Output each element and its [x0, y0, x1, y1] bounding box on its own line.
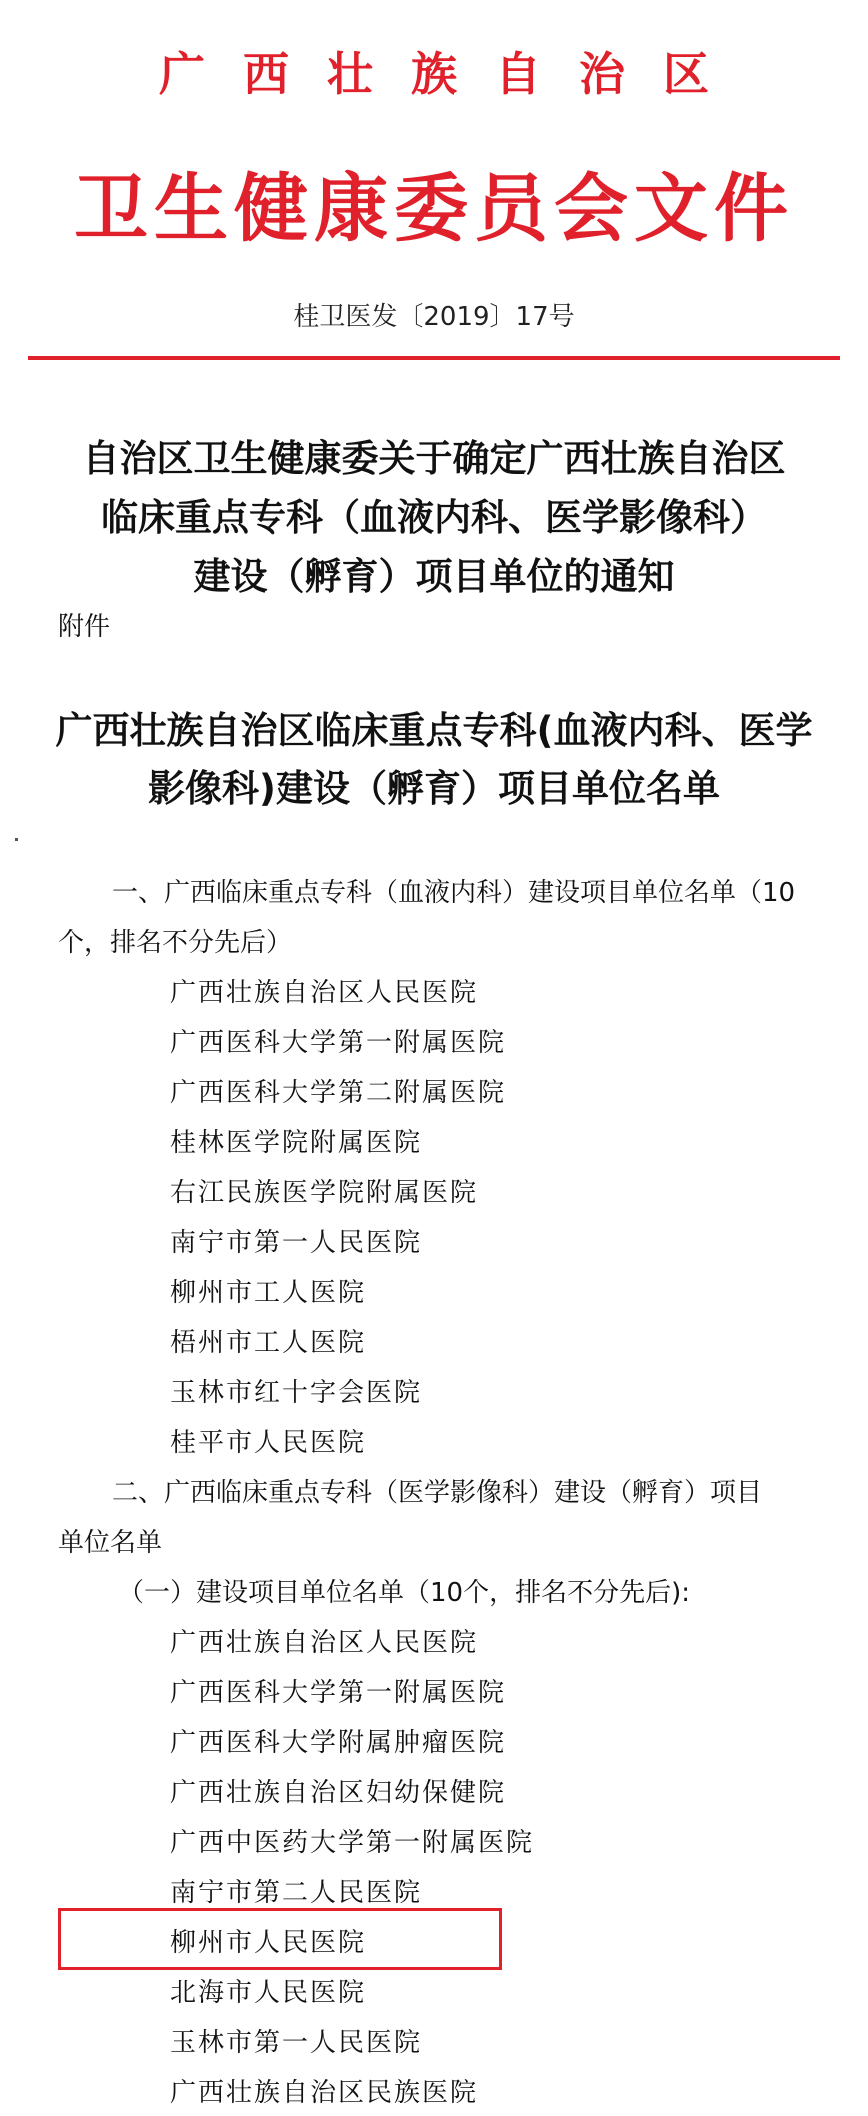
- section1-heading-line1: 一、广西临床重点专科（血液内科）建设项目单位名单（10: [112, 878, 796, 908]
- section2-heading-line2: 单位名单: [58, 1528, 163, 1558]
- section2-list-item: 北海市人民医院: [170, 1978, 367, 2008]
- notice-title-line2: 临床重点专科（血液内科、医学影像科）: [101, 496, 767, 539]
- list-title-line2: 影像科)建设（孵育）项目单位名单: [148, 767, 720, 810]
- section1-list-item: 玉林市红十字会医院: [170, 1378, 423, 1408]
- section2-list-item: 广西壮族自治区民族医院: [170, 2078, 479, 2108]
- section2-list-item: 南宁市第二人民医院: [170, 1878, 423, 1908]
- section1-list-item: 柳州市工人医院: [170, 1278, 367, 1308]
- section1-list-item: 梧州市工人医院: [170, 1328, 367, 1358]
- section1-list-item: 桂林医学院附属医院: [170, 1128, 423, 1158]
- section2-list-item: 广西壮族自治区人民医院: [170, 1628, 479, 1658]
- notice-title-line1: 自治区卫生健康委关于确定广西壮族自治区: [82, 437, 786, 480]
- notice-title-line3: 建设（孵育）项目单位的通知: [193, 555, 675, 598]
- attachment-label: 附件: [58, 612, 111, 642]
- scan-artifact-dot: [15, 838, 18, 841]
- letterhead-divider: [28, 356, 840, 360]
- letterhead-line1: 广西壮族自治区: [159, 47, 747, 101]
- section2-list-item: 广西中医药大学第一附属医院: [170, 1828, 535, 1858]
- section1-heading-line2: 个，排名不分先后）: [58, 928, 293, 958]
- document-number: 桂卫医发〔2019〕17号: [293, 302, 575, 332]
- list-title-line1: 广西壮族自治区临床重点专科(血液内科、医学: [55, 709, 813, 752]
- highlight-box: [58, 1908, 502, 1970]
- section2-list-item: 广西医科大学第一附属医院: [170, 1678, 507, 1708]
- section2-list-item: 广西医科大学附属肿瘤医院: [170, 1728, 507, 1758]
- section1-list-item: 南宁市第一人民医院: [170, 1228, 423, 1258]
- section1-list-item: 广西医科大学第二附属医院: [170, 1078, 507, 1108]
- section2-heading-line1: 二、广西临床重点专科（医学影像科）建设（孵育）项目: [112, 1478, 763, 1508]
- letterhead-line2: 卫生健康委员会文件: [74, 166, 794, 252]
- section1-list-item: 广西医科大学第一附属医院: [170, 1028, 507, 1058]
- section2-list-item: 广西壮族自治区妇幼保健院: [170, 1778, 507, 1808]
- section2-list-item-highlighted: 柳州市人民医院: [170, 1928, 367, 1958]
- section2-list-item: 玉林市第一人民医院: [170, 2028, 423, 2058]
- section1-list-item: 右江民族医学院附属医院: [170, 1178, 479, 1208]
- section1-list-item: 广西壮族自治区人民医院: [170, 978, 479, 1008]
- section2-subsection-title: （一）建设项目单位名单（10个，排名不分先后):: [118, 1578, 690, 1608]
- section1-list-item: 桂平市人民医院: [170, 1428, 367, 1458]
